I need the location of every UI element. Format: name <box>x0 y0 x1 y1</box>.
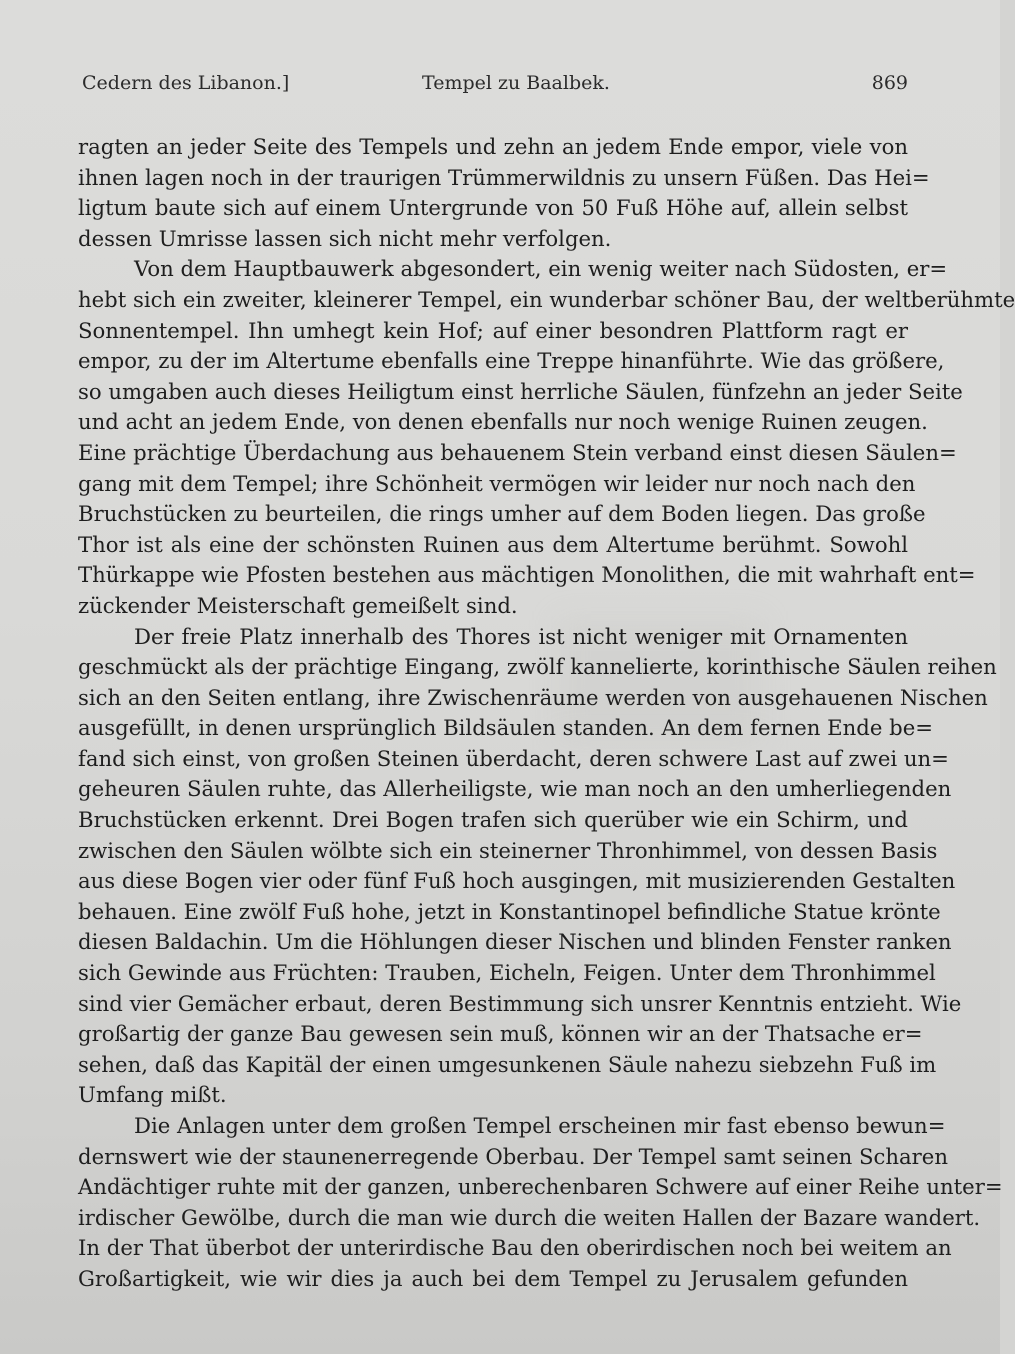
running-header <box>82 72 908 104</box>
text-line: sich an den Seiten entlang, ihre Zwischenräume werden von ausgehauenen Nischen <box>78 684 988 710</box>
text-line: Bruchstücken zu beurteilen, die rings umher auf dem Boden liegen. Das große <box>78 501 926 527</box>
text-line: In der That überbot der unterirdische Bau den oberirdischen noch bei weitem an <box>78 1235 952 1261</box>
text-line: sind vier Gemächer erbaut, deren Bestimmung sich unsrer Kenntnis entzieht. Wie <box>78 990 962 1016</box>
text-line: Umfang mißt. <box>78 1082 227 1108</box>
header-chapter-title: Tempel zu Baalbek. <box>422 72 610 94</box>
text-line: geschmückt als der prächtige Eingang, zwölf kannelierte, korinthische Säulen reihen <box>78 654 997 680</box>
body-text <box>78 132 1015 1295</box>
text-line: sich Gewinde aus Früchten: Trauben, Eicheln, Feigen. Unter dem Thronhimmel <box>78 960 936 986</box>
text-line: ragten an jeder Seite des Tempels und zehn an jedem Ende empor, viele von <box>78 134 908 159</box>
text-line: empor, zu der im Altertume ebenfalls eine Treppe hinanführte. Wie das größere, <box>78 348 945 374</box>
header-section-title: Cedern des Libanon.] <box>82 72 290 94</box>
text-line: ausgefüllt, in denen ursprünglich Bildsäulen standen. An dem fernen Ende be= <box>78 715 933 741</box>
text-line: geheuren Säulen ruhte, das Allerheiligste, wie man noch an den umherliegenden <box>78 776 952 802</box>
text-line: Andächtiger ruhte mit der ganzen, unberechenbaren Schwere auf einer Reihe unter= <box>78 1174 1003 1200</box>
text-line: Von dem Hauptbauwerk abgesondert, ein wenig weiter nach Südosten, er= <box>134 256 948 282</box>
text-line: diesen Baldachin. Um die Höhlungen dieser Nischen und blinden Fenster ranken <box>78 929 952 955</box>
text-line: fand sich einst, von großen Steinen überdacht, deren schwere Last auf zwei un= <box>78 745 949 771</box>
text-line: Der freie Platz innerhalb des Thores ist nicht weniger mit Ornamenten <box>134 623 908 649</box>
text-line: Thor ist als eine der schönsten Ruinen aus dem Altertume berühmt. Sowohl <box>78 531 908 557</box>
text-line: behauen. Eine zwölf Fuß hohe, jetzt in Konstantinopel befindliche Statue krönte <box>78 898 941 924</box>
text-line: dessen Umrisse lassen sich nicht mehr verfolgen. <box>78 225 612 251</box>
text-line: zückender Meisterschaft gemeißelt sind. <box>78 592 518 618</box>
text-line: Thürkappe wie Pfosten bestehen aus mächtigen Monolithen, die mit wahrhaft ent= <box>78 562 976 588</box>
text-line: Bruchstücken erkennt. Drei Bogen trafen sich querüber wie ein Schirm, und <box>78 807 908 833</box>
text-line: so umgaben auch dieses Heiligtum einst herrliche Säulen, fünfzehn an jeder Seite <box>78 378 963 404</box>
text-line: zwischen den Säulen wölbte sich ein steinerner Thronhimmel, von dessen Basis <box>78 837 938 863</box>
text-line: Die Anlagen unter dem großen Tempel erscheinen mir fast ebenso bewun= <box>134 1113 946 1138</box>
text-line: irdischer Gewölbe, durch die man wie durch die weiten Hallen der Bazare wandert. <box>78 1204 981 1230</box>
text-line: ihnen lagen noch in der traurigen Trümmerwildnis zu unsern Füßen. Das Hei= <box>78 164 930 190</box>
text-line: Eine prächtige Überdachung aus behauenem Stein verband einst diesen Säulen= <box>78 439 957 465</box>
text-line: gang mit dem Tempel; ihre Schönheit vermögen wir leider nur noch nach den <box>78 470 916 496</box>
text-line: dernswert wie der staunenerregende Oberbau. Der Tempel samt seinen Scharen <box>78 1143 948 1169</box>
text-line: Großartigkeit, wie wir dies ja auch bei dem Tempel zu Jerusalem gefunden <box>78 1265 908 1291</box>
page-number: 869 <box>871 72 908 94</box>
text-line: hebt sich ein zweiter, kleinerer Tempel, ein wunderbar schöner Bau, der weltberühmte <box>78 286 1015 312</box>
text-line: Sonnentempel. Ihn umhegt kein Hof; auf einer besondren Plattform ragt er <box>78 317 908 343</box>
text-line: ligtum baute sich auf einem Untergrunde von 50 Fuß Höhe auf, allein selbst <box>78 195 908 221</box>
text-line: großartig der ganze Bau gewesen sein muß, können wir an der Thatsache er= <box>78 1021 923 1047</box>
text-line: sehen, daß das Kapitäl der einen umgesunkenen Säule nahezu siebzehn Fuß im <box>78 1051 937 1077</box>
text-line: aus diese Bogen vier oder fünf Fuß hoch ausgingen, mit musizierenden Gestalten <box>78 868 956 894</box>
text-line: und acht an jedem Ende, von denen ebenfalls nur noch wenige Ruinen zeugen. <box>78 409 928 435</box>
